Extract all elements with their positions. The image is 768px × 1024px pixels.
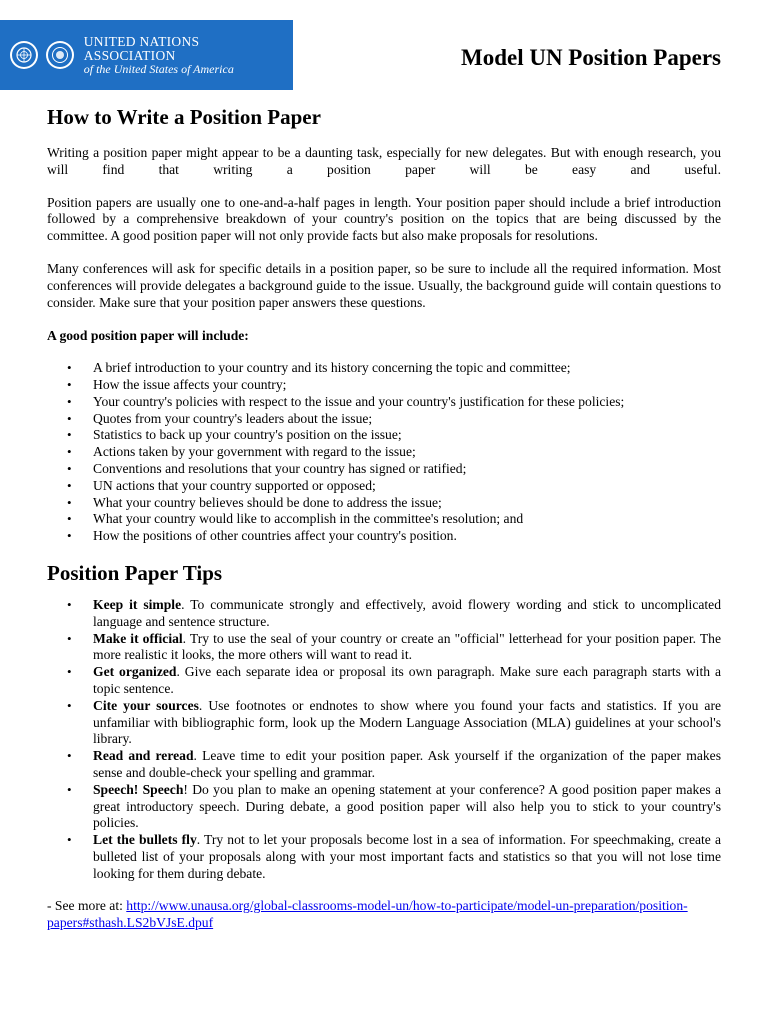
- tip-item: • Get organized. Give each separate idea or proposal its own paragraph. Make sure each paragraph starts with a topic sentence.: [67, 664, 721, 696]
- logo-line1: UNITED NATIONS ASSOCIATION: [83, 33, 200, 63]
- list-item: • What your country would like to accomplish in the committee's resolution; and: [67, 511, 524, 527]
- intro-paragraph: Writing a position paper might appear to be a daunting task, especially for new delegates. But with enough research, you will find that writing a position paper will be easy and useful.: [47, 145, 721, 177]
- include-heading: A good position paper will include:: [47, 328, 249, 344]
- length-paragraph: Position papers are usually one to one-and-a-half pages in length. Your position paper should include a brief introduction followed by a comprehensive breakdown of your country's position on the topics that are being discussed by the committee. A good position paper will not only provide facts but also make proposals for resolutions.: [47, 194, 721, 244]
- document-body: [47, 103, 721, 932]
- bullet-icon: •: [67, 460, 72, 476]
- bullet-icon: •: [67, 444, 72, 460]
- list-item: • Your country's policies with respect to the issue and your country's justification for these policies;: [67, 393, 625, 409]
- bullet-icon: •: [67, 528, 72, 544]
- tip-title: Let the bullets fly: [93, 832, 197, 848]
- tip-item: • Make it official. Try to use the seal of your country or create an "official" letterhead for your position paper. The more realistic it looks, the more others will want to read it.: [67, 630, 721, 663]
- list-item: • A brief introduction to your country and its history concerning the topic and committee;: [67, 360, 571, 376]
- tip-title: Cite your sources: [93, 697, 199, 713]
- source-prefix: - See more at:: [47, 898, 127, 914]
- list-item: • Actions taken by your government with regard to the issue;: [67, 444, 416, 460]
- una-seal-icon: [46, 41, 74, 69]
- bullet-icon: •: [67, 494, 72, 510]
- source-link[interactable]: http://www.unausa.org/global-classrooms-model-un/how-to-participate/model-un-preparation/position-papers#sthash.LS2bVJsE.dpuf: [47, 898, 688, 931]
- list-item: • How the positions of other countries affect your country's position.: [67, 528, 457, 544]
- tips-list: [47, 597, 721, 883]
- un-emblem-icon: [10, 41, 38, 69]
- tip-item: • Cite your sources. Use footnotes or endnotes to show where you found your facts and statistics. If you are unfamiliar with bibliographic form, look up the Modern Language Association (MLA) guidelines at your school's library.: [67, 697, 721, 747]
- bullet-icon: •: [67, 511, 72, 527]
- list-item: • What your country believes should be done to address the issue;: [67, 494, 442, 510]
- list-item: • How the issue affects your country;: [67, 376, 287, 392]
- bullet-icon: •: [67, 630, 72, 646]
- tip-title: Read and reread: [93, 748, 194, 764]
- bullet-icon: •: [67, 832, 72, 848]
- list-item: • UN actions that your country supported or opposed;: [67, 477, 376, 493]
- bullet-icon: •: [67, 427, 72, 443]
- tip-title: Get organized: [93, 664, 177, 680]
- list-item: • Statistics to back up your country's position on the issue;: [67, 427, 402, 443]
- bullet-icon: •: [67, 697, 72, 713]
- list-item: • Quotes from your country's leaders about the issue;: [67, 410, 373, 426]
- section-heading-tips: Position Paper Tips: [47, 560, 223, 585]
- bullet-icon: •: [67, 664, 72, 680]
- logo-text: [84, 35, 293, 76]
- bullet-icon: •: [67, 393, 72, 409]
- conferences-paragraph: Many conferences will ask for specific details in a position paper, so be sure to include all the required information. Most conferences will provide delegates a background guide to the issue. Usually, the background guide will contain questions to consider. Make sure that your position paper answers these questions.: [47, 260, 721, 310]
- logo-line2: of the United States of America: [83, 61, 234, 76]
- bullet-icon: •: [67, 410, 72, 426]
- list-item: • Conventions and resolutions that your country has signed or ratified;: [67, 460, 467, 476]
- tip-item: • Keep it simple. To communicate strongly and effectively, avoid flowery wording and stick to uncomplicated language and sentence structure.: [67, 596, 721, 629]
- bullet-icon: •: [67, 596, 72, 612]
- bullet-icon: •: [67, 376, 72, 392]
- tip-item: • Read and reread. Leave time to edit your position paper. Ask yourself if the organization of the paper makes sense and double-check your spelling and grammar.: [67, 748, 722, 780]
- logo-banner: [0, 20, 293, 90]
- document-title: Model UN Position Papers: [460, 45, 721, 70]
- bullet-icon: •: [67, 781, 72, 797]
- section-heading-how-to: How to Write a Position Paper: [47, 105, 321, 129]
- tip-title: Make it official: [93, 630, 183, 646]
- bullet-icon: •: [67, 477, 72, 493]
- source-footer: [47, 898, 721, 932]
- bullet-icon: •: [67, 748, 72, 764]
- bullet-icon: •: [67, 360, 72, 376]
- tip-title: Keep it simple: [93, 596, 182, 612]
- tip-item: • Let the bullets fly. Try not to let your proposals become lost in a sea of information. For speechmaking, create a bulleted list of your proposals along with your most important facts and statistics so that you will not lose time looking for them during debate.: [67, 832, 721, 881]
- include-list: [47, 360, 721, 545]
- tip-title: Speech! Speech: [93, 781, 184, 797]
- tip-item: • Speech! Speech! Do you plan to make an opening statement at your conference? A good position paper makes a great introductory speech. During debate, a good position paper will also help you to stick to your country's policies.: [67, 781, 721, 831]
